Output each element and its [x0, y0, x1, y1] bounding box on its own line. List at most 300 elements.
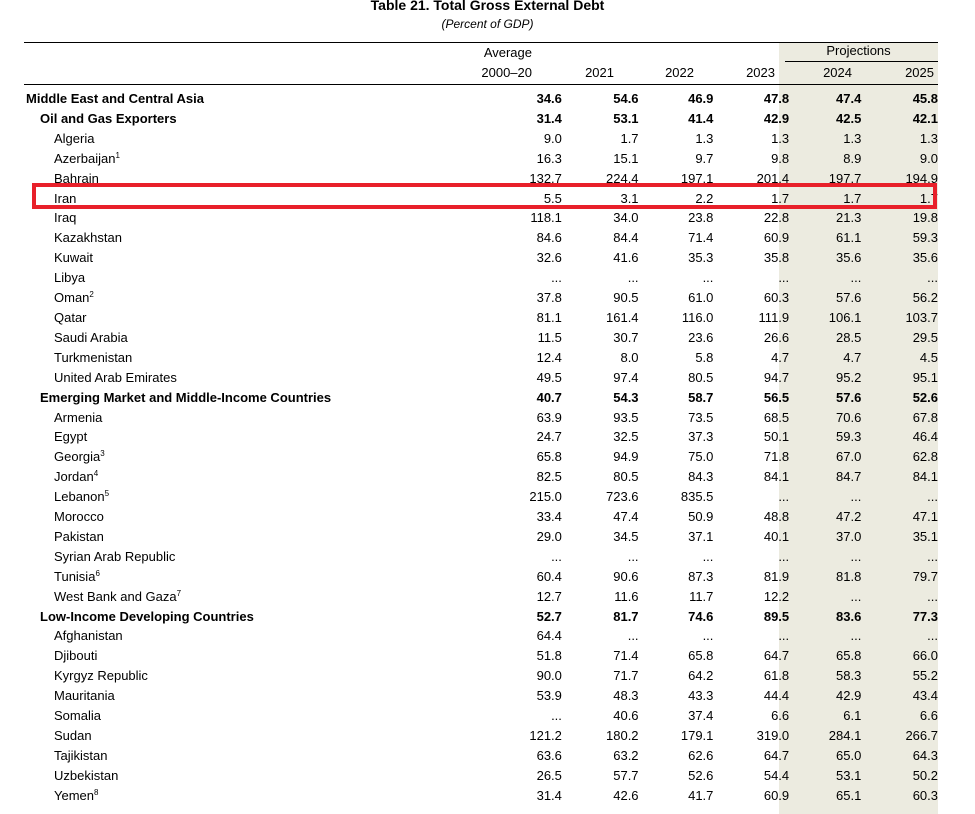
- country-name: Armenia: [54, 409, 103, 425]
- table-cell: ...: [778, 489, 790, 505]
- table-cell: 106.1: [828, 309, 862, 325]
- table-cell: 89.5: [763, 608, 790, 624]
- table-cell: 42.9: [836, 688, 862, 704]
- table-row: [24, 726, 938, 746]
- table-cell: 47.4: [613, 509, 639, 525]
- table-cell: 34.6: [536, 91, 562, 106]
- table-cell: 71.8: [763, 449, 790, 465]
- table-cell: 31.4: [536, 110, 562, 126]
- country-name: Azerbaijan: [54, 150, 116, 166]
- table-cell: 68.5: [763, 409, 790, 425]
- table-cell: 1.7: [843, 190, 862, 206]
- table-cell: 80.5: [613, 469, 639, 485]
- table-cell: 59.3: [912, 230, 938, 246]
- table-row: [24, 149, 938, 169]
- table-cell: 197.1: [680, 170, 714, 186]
- country-name: Syrian Arab Republic: [54, 548, 176, 564]
- table-cell: 70.6: [836, 409, 862, 425]
- country-name: Oil and Gas Exporters: [40, 110, 177, 126]
- table-cell: 77.3: [912, 608, 938, 624]
- table-row: [24, 348, 938, 368]
- table-cell: 90.0: [536, 668, 562, 684]
- table-cell: 71.4: [613, 648, 639, 664]
- table-cell: 11.7: [689, 588, 714, 604]
- table-cell: 1.3: [919, 130, 938, 146]
- country-name: Libya: [54, 270, 86, 286]
- table-cell: 28.5: [836, 329, 862, 345]
- row-label: [24, 228, 483, 248]
- footnote-marker: 1: [115, 150, 120, 160]
- table-row: [24, 248, 938, 268]
- country-name: Pakistan: [54, 528, 104, 544]
- row-label: [24, 646, 483, 666]
- col-year-2024: 2024: [823, 65, 852, 80]
- table-cell: 40.1: [763, 528, 790, 544]
- table-cell: 53.9: [536, 688, 562, 704]
- table-cell: 56.5: [763, 389, 790, 405]
- table-cell: 48.3: [613, 688, 639, 704]
- table-cell: 57.6: [836, 389, 862, 405]
- table-cell: 1.7: [620, 130, 639, 146]
- table-cell: 201.4: [756, 170, 790, 186]
- row-label: [24, 388, 483, 408]
- table-cell: 6.6: [919, 708, 938, 724]
- table-cell: 161.4: [606, 309, 639, 325]
- table-cell: 62.8: [912, 449, 938, 465]
- row-label: [24, 89, 483, 109]
- table-cell: 6.1: [843, 708, 862, 724]
- table-cell: ...: [850, 270, 862, 286]
- table-cell: ...: [927, 548, 938, 564]
- table-cell: ...: [778, 628, 790, 644]
- table-cell: ...: [702, 270, 714, 286]
- table-cell: 95.2: [836, 369, 862, 385]
- table-cell: 47.8: [763, 91, 790, 106]
- table-cell: 63.9: [536, 409, 562, 425]
- country-name: Emerging Market and Middle-Income Countries: [40, 389, 332, 405]
- country-name: Mauritania: [54, 688, 115, 704]
- table-cell: 63.6: [536, 747, 562, 763]
- table-cell: 55.2: [912, 668, 938, 684]
- table-cell: 121.2: [529, 728, 562, 743]
- table-cell: 41.6: [613, 250, 639, 266]
- table-cell: 84.4: [613, 230, 639, 246]
- table-cell: 9.0: [919, 150, 938, 166]
- table-cell: 42.9: [763, 110, 790, 126]
- table-cell: 23.8: [688, 210, 714, 226]
- table-cell: 9.7: [695, 150, 714, 166]
- table-row: [24, 706, 938, 726]
- col-year-2025: 2025: [905, 65, 934, 80]
- country-name: Low-Income Developing Countries: [40, 608, 254, 624]
- table-cell: 46.9: [688, 91, 714, 106]
- table-row: [24, 686, 938, 706]
- table-cell: ...: [702, 628, 714, 644]
- table-cell: 42.6: [613, 787, 639, 803]
- table-cell: 65.8: [836, 648, 862, 664]
- country-name: Jordan: [54, 469, 94, 485]
- table-row: [24, 408, 938, 428]
- table-cell: 22.8: [763, 210, 790, 226]
- table-row: [24, 308, 938, 328]
- country-name: United Arab Emirates: [54, 369, 177, 385]
- table-cell: 35.8: [763, 250, 790, 266]
- table-cell: 44.4: [763, 688, 790, 704]
- table-cell: 29.5: [912, 329, 938, 345]
- table-cell: 4.5: [919, 349, 938, 365]
- table-cell: 54.3: [613, 389, 639, 405]
- header-rule: [24, 84, 938, 85]
- table-cell: 24.7: [536, 429, 562, 445]
- table-cell: 41.7: [688, 787, 714, 803]
- table-cell: 47.1: [912, 509, 938, 525]
- table-cell: 180.2: [606, 728, 639, 743]
- table-cell: 57.6: [836, 290, 862, 306]
- table-row: [24, 467, 938, 487]
- footnote-marker: 2: [89, 290, 94, 300]
- table-row: [24, 607, 938, 627]
- row-label: [24, 248, 483, 268]
- table-cell: ...: [551, 548, 562, 564]
- col-year-2022: 2022: [665, 65, 694, 80]
- table-cell: 53.1: [613, 110, 639, 126]
- table-row: [24, 388, 938, 408]
- table-cell: 319.0: [756, 728, 790, 743]
- table-cell: ...: [927, 270, 938, 286]
- table-cell: 224.4: [606, 170, 639, 186]
- table-cell: 74.6: [688, 608, 714, 624]
- table-cell: 12.2: [763, 588, 790, 604]
- table-cell: 51.8: [536, 648, 562, 664]
- row-label: [24, 467, 483, 487]
- table-cell: 90.5: [613, 290, 639, 306]
- row-label: [24, 328, 483, 348]
- table-cell: 16.3: [536, 150, 562, 166]
- table-cell: 266.7: [905, 728, 938, 743]
- table-row: [24, 427, 938, 447]
- table-row: [24, 487, 938, 507]
- table-cell: 64.3: [912, 747, 938, 763]
- country-name: Turkmenistan: [54, 349, 133, 365]
- table-cell: 215.0: [529, 489, 562, 505]
- table-cell: 12.4: [536, 349, 562, 365]
- table-row: [24, 208, 938, 228]
- table-cell: 43.4: [912, 688, 938, 704]
- table-cell: 103.7: [905, 309, 938, 325]
- table-cell: 37.1: [688, 528, 714, 544]
- table-cell: 67.8: [912, 409, 938, 425]
- table-row: [24, 527, 938, 547]
- table-cell: ...: [778, 548, 790, 564]
- table-cell: 47.4: [836, 91, 862, 106]
- table-row: [24, 587, 938, 607]
- row-label: [24, 408, 483, 428]
- row-label: [24, 427, 483, 447]
- table-cell: ...: [627, 270, 639, 286]
- country-name: Middle East and Central Asia: [26, 91, 204, 106]
- row-label: [24, 268, 483, 288]
- table-cell: 34.5: [613, 528, 639, 544]
- table-cell: 90.6: [613, 568, 639, 584]
- table-cell: ...: [551, 270, 562, 286]
- country-name: West Bank and Gaza: [54, 588, 177, 604]
- table-cell: ...: [551, 708, 562, 724]
- table-row: [24, 368, 938, 388]
- table-cell: 835.5: [680, 489, 714, 505]
- table-row: [24, 547, 938, 567]
- table-cell: 81.7: [613, 608, 639, 624]
- table-cell: 57.7: [613, 767, 639, 783]
- country-name: Kyrgyz Republic: [54, 668, 148, 684]
- projections-rule: [785, 61, 938, 62]
- table-cell: 81.8: [836, 568, 862, 584]
- table-cell: 37.0: [836, 528, 862, 544]
- table-cell: 61.8: [763, 668, 790, 684]
- table-cell: ...: [627, 548, 639, 564]
- row-label: [24, 447, 483, 467]
- table-cell: 84.6: [536, 230, 562, 246]
- footnote-marker: 4: [93, 469, 99, 479]
- table-row: [24, 228, 938, 248]
- table-cell: 84.3: [688, 469, 714, 485]
- table-cell: 30.7: [613, 329, 639, 345]
- col-year-2021: 2021: [585, 65, 614, 80]
- table-cell: 35.6: [836, 250, 862, 266]
- table-cell: 84.1: [912, 469, 938, 485]
- table-cell: 1.3: [771, 130, 790, 146]
- country-name: Qatar: [54, 309, 87, 325]
- table-cell: 1.3: [843, 130, 862, 146]
- row-label: [24, 706, 483, 726]
- table-cell: ...: [627, 628, 639, 644]
- table-cell: 64.7: [763, 648, 790, 664]
- table-cell: 64.2: [688, 668, 714, 684]
- table-row: [24, 646, 938, 666]
- country-name: Sudan: [54, 728, 92, 743]
- country-name: Iran: [54, 190, 77, 206]
- row-label: [24, 308, 483, 328]
- table-cell: 63.2: [613, 747, 639, 763]
- country-name: Tajikistan: [54, 747, 108, 763]
- country-name: Yemen: [54, 787, 94, 803]
- table-cell: 42.1: [912, 110, 938, 126]
- table-cell: 60.9: [763, 230, 790, 246]
- table-cell: 60.9: [763, 787, 790, 803]
- table-cell: ...: [927, 628, 938, 644]
- table-cell: 23.6: [688, 329, 714, 345]
- row-label: [24, 547, 483, 567]
- table-cell: 116.0: [681, 309, 714, 325]
- footnote-marker: 8: [94, 787, 99, 797]
- table-cell: 284.1: [828, 728, 862, 743]
- table-cell: 71.7: [613, 668, 639, 684]
- table-cell: 95.1: [912, 369, 938, 385]
- table-row: [24, 109, 938, 129]
- table-cell: 50.1: [763, 429, 790, 445]
- row-label: [24, 527, 483, 547]
- table-cell: 87.3: [688, 568, 714, 584]
- table-cell: 50.9: [688, 509, 714, 525]
- row-label: [24, 208, 483, 228]
- table-cell: 48.8: [763, 509, 790, 525]
- footnote-marker: 3: [100, 449, 105, 459]
- country-name: Morocco: [54, 509, 104, 525]
- table-cell: ...: [927, 489, 938, 505]
- table-cell: 33.4: [536, 509, 562, 525]
- country-name: Kuwait: [54, 250, 94, 266]
- row-label: [24, 368, 483, 388]
- table-cell: 37.8: [536, 290, 562, 306]
- table-cell: 132.7: [529, 170, 562, 186]
- table-row: [24, 447, 938, 467]
- country-name: Somalia: [54, 708, 101, 724]
- table-cell: 40.7: [536, 389, 562, 405]
- table-row: [24, 288, 938, 308]
- table-cell: ...: [850, 489, 862, 505]
- row-label: [24, 487, 483, 507]
- country-name: Algeria: [54, 130, 95, 146]
- table-cell: 60.3: [912, 787, 938, 803]
- table-cell: 71.4: [688, 230, 714, 246]
- table-cell: 58.7: [688, 389, 714, 405]
- table-cell: 46.4: [912, 429, 938, 445]
- row-label: [24, 666, 483, 686]
- row-label: [24, 129, 483, 149]
- col-average-line1: Average: [483, 45, 532, 60]
- table-cell: 47.2: [836, 509, 862, 525]
- table-cell: 111.9: [758, 309, 790, 325]
- table-cell: 21.3: [836, 210, 862, 226]
- table-cell: 56.2: [912, 290, 938, 306]
- table-cell: 49.5: [536, 369, 562, 385]
- table-cell: 3.1: [620, 190, 639, 206]
- country-name: Oman: [54, 290, 90, 306]
- table-cell: 1.7: [771, 190, 790, 206]
- table-cell: 45.8: [912, 91, 938, 106]
- row-label: [24, 288, 483, 308]
- table-row: [24, 746, 938, 766]
- table-cell: 11.6: [614, 588, 639, 604]
- country-name: Saudi Arabia: [54, 329, 128, 345]
- footnote-marker: 7: [176, 588, 182, 598]
- table-cell: 60.3: [763, 290, 790, 306]
- table-cell: 94.7: [763, 369, 790, 385]
- table-row: [24, 567, 938, 587]
- table-row: [24, 89, 938, 109]
- country-name: Iraq: [54, 210, 77, 226]
- table-cell: 52.6: [688, 767, 714, 783]
- table-cell: ...: [927, 588, 938, 604]
- table-cell: 60.4: [536, 568, 562, 584]
- table-cell: 118.1: [530, 210, 562, 226]
- table-cell: 35.3: [688, 250, 714, 266]
- table-cell: ...: [850, 548, 862, 564]
- table-cell: ...: [778, 270, 790, 286]
- table-cell: 5.5: [543, 190, 562, 206]
- table-cell: 11.5: [537, 329, 562, 345]
- col-year-2023: 2023: [746, 65, 775, 80]
- table-cell: 50.2: [912, 767, 938, 783]
- table-cell: 54.6: [613, 91, 639, 106]
- table-cell: 37.4: [688, 708, 714, 724]
- country-name: Lebanon: [54, 489, 105, 505]
- projections-label: Projections: [826, 43, 891, 58]
- table-cell: 8.0: [620, 349, 639, 365]
- table-cell: 4.7: [771, 349, 790, 365]
- table-cell: 15.1: [613, 150, 639, 166]
- table-cell: 31.4: [536, 787, 562, 803]
- table-row: [24, 766, 938, 786]
- table-cell: 12.7: [536, 588, 562, 604]
- table-cell: 43.3: [688, 688, 714, 704]
- table-cell: 9.0: [543, 130, 562, 146]
- table-row: [24, 268, 938, 288]
- row-label: [24, 766, 483, 786]
- table-cell: 35.6: [912, 250, 938, 266]
- table-cell: 65.1: [836, 787, 862, 803]
- table-cell: 64.4: [536, 628, 562, 644]
- table-cell: 61.1: [836, 230, 862, 246]
- table-cell: 41.4: [688, 110, 714, 126]
- table-row: [24, 328, 938, 348]
- table-cell: 32.5: [613, 429, 639, 445]
- table-cell: 40.6: [613, 708, 639, 724]
- highlight-box-iran: [32, 183, 937, 209]
- table-cell: 84.1: [763, 469, 790, 485]
- col-average-line2: 2000–20: [481, 65, 532, 80]
- table-cell: 179.1: [680, 728, 714, 743]
- table-cell: 52.7: [536, 608, 562, 624]
- table-cell: 26.6: [763, 329, 790, 345]
- table-cell: 723.6: [606, 489, 639, 505]
- country-name: Kazakhstan: [54, 230, 122, 246]
- table-cell: 75.0: [688, 449, 714, 465]
- table-cell: 81.9: [763, 568, 790, 584]
- table-cell: 35.1: [912, 528, 938, 544]
- country-name: Afghanistan: [54, 628, 123, 644]
- table-row: [24, 507, 938, 527]
- table-cell: 9.8: [771, 150, 790, 166]
- table-cell: 194.9: [905, 170, 938, 186]
- row-label: [24, 149, 483, 169]
- row-label: [24, 726, 483, 746]
- table-cell: 66.0: [912, 648, 938, 664]
- row-label: [24, 109, 483, 129]
- table-cell: 52.6: [912, 389, 938, 405]
- table-cell: 65.8: [688, 648, 714, 664]
- table-cell: 82.5: [536, 469, 562, 485]
- table-cell: 84.7: [836, 469, 862, 485]
- table-cell: 65.0: [836, 747, 862, 763]
- table-cell: 1.3: [695, 130, 714, 146]
- table-cell: 34.0: [613, 210, 639, 226]
- table-cell: 37.3: [688, 429, 714, 445]
- table-cell: ...: [702, 548, 714, 564]
- table-cell: 26.5: [536, 767, 562, 783]
- row-label: [24, 626, 483, 646]
- country-name: Tunisia: [54, 568, 96, 584]
- row-label: [24, 786, 483, 806]
- row-label: [24, 348, 483, 368]
- country-name: Georgia: [54, 449, 101, 465]
- table-cell: 2.2: [695, 190, 714, 206]
- table-cell: 94.9: [613, 449, 639, 465]
- country-name: Bahrain: [54, 170, 99, 186]
- table-cell: 97.4: [613, 369, 639, 385]
- table-cell: 32.6: [536, 250, 562, 266]
- table-cell: 93.5: [613, 409, 639, 425]
- row-label: [24, 587, 483, 607]
